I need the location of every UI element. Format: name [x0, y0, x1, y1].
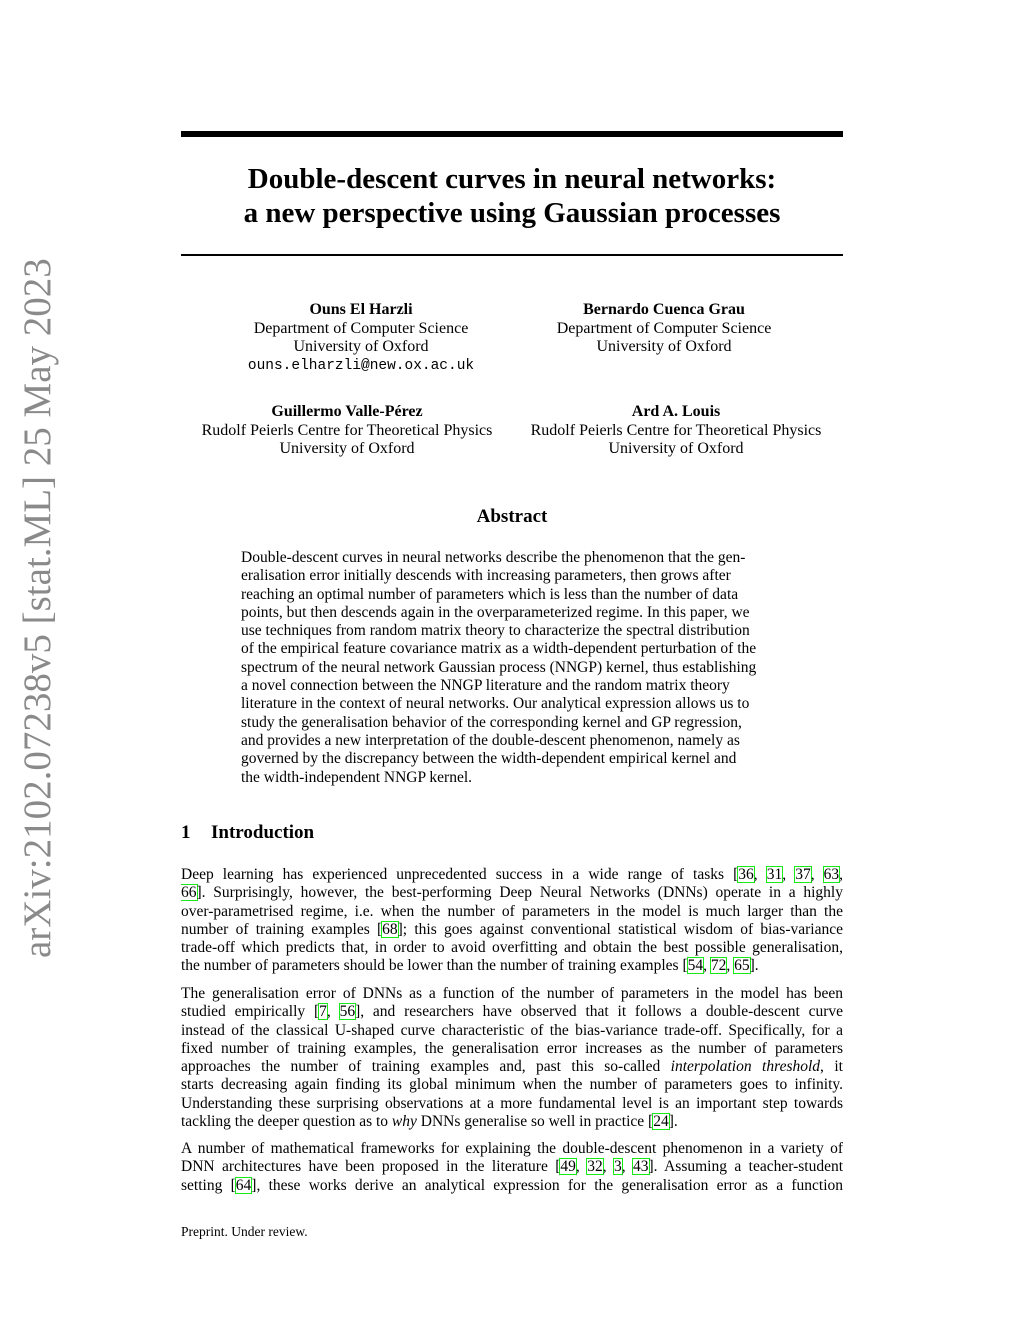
- citation-link[interactable]: 43: [633, 1158, 649, 1176]
- author-block-3: [167, 403, 527, 459]
- arxiv-identifier: arXiv:2102.07238v5 [stat.ML] 25 May 2023: [16, 258, 59, 958]
- citation-link[interactable]: 24: [653, 1113, 669, 1131]
- citation-link[interactable]: 37: [795, 866, 811, 883]
- citation-link[interactable]: 36: [738, 866, 754, 883]
- paper-title: [181, 162, 843, 230]
- author-name: Guillermo Valle-Pérez: [271, 403, 423, 420]
- title-line-2: a new perspective using Gaussian processes: [243, 197, 781, 229]
- citation-link[interactable]: 72: [710, 957, 727, 975]
- intro-paragraph-1: [181, 866, 843, 976]
- abstract-line: the width-independent NNGP kernel.: [241, 768, 473, 786]
- author-institution: University of Oxford: [293, 338, 429, 355]
- text-line: Understanding these surprising observations at a more fundamental level is an important step towards: [181, 1094, 843, 1112]
- title-line-1: Double-descent curves in neural networks:: [247, 163, 777, 195]
- author-name: Bernardo Cuenca Grau: [583, 301, 745, 318]
- citation-link[interactable]: 3: [613, 1158, 622, 1176]
- abstract-line: and provides a new interpretation of the double-descent phenomenon, namely as: [241, 731, 740, 749]
- text-line: Deep learning has experienced unprecedented success in a wide range of tasks [36, 31, 37, 63,: [181, 866, 843, 883]
- abstract-line: governed by the discrepancy between the width-dependent empirical kernel and: [241, 750, 737, 768]
- text-line: 66]. Surprisingly, however, the best-performing Deep Neural Networks (DNNs) operate in a highly: [181, 884, 843, 902]
- author-affiliation: Rudolf Peierls Centre for Theoretical Physics: [201, 421, 493, 439]
- author-institution: University of Oxford: [596, 338, 732, 355]
- citation-link[interactable]: 31: [766, 866, 783, 883]
- abstract-line: spectrum of the neural network Gaussian process (NNGP) kernel, thus establishing: [241, 658, 757, 676]
- citation-link[interactable]: 32: [587, 1158, 603, 1176]
- author-block-4: [496, 403, 856, 459]
- text-line: over-parametrised regime, i.e. when the number of parameters in the model is much larger than the: [181, 902, 843, 920]
- text-line: the number of parameters should be lower than the number of training examples [54, 72, 65].: [181, 957, 759, 975]
- author-email[interactable]: ouns.elharzli@new.ox.ac.uk: [247, 357, 475, 374]
- citation-link[interactable]: 49: [560, 1158, 576, 1176]
- author-affiliation: Rudolf Peierls Centre for Theoretical Physics: [530, 421, 822, 439]
- abstract-line: study the generalisation behavior of the corresponding kernel and GP regression,: [241, 713, 742, 731]
- abstract-line: reaching an optimal number of parameters which is less than the number of data: [241, 585, 739, 603]
- author-institution: University of Oxford: [279, 440, 415, 457]
- text-line: The generalisation error of DNNs as a function of the number of parameters in the model has been: [181, 985, 843, 1002]
- abstract-body: [241, 549, 784, 787]
- text-line: studied empirically [7, 56], and researchers have observed that it follows a double-descent curve: [181, 1003, 843, 1021]
- author-name: Ard A. Louis: [631, 403, 721, 420]
- author-institution: University of Oxford: [608, 440, 744, 457]
- abstract-line: of the empirical feature covariance matrix as a width-dependent perturbation of the: [241, 640, 757, 658]
- abstract-line: Double-descent curves in neural networks describe the phenomenon that the gen-: [241, 549, 746, 566]
- abstract-line: eralisation error initially descends with increasing parameters, then grows after: [241, 567, 731, 585]
- text-line: tackling the deeper question as to why DNNs generalise so well in practice [24].: [181, 1113, 678, 1131]
- author-affiliation: Department of Computer Science: [556, 319, 772, 337]
- footer-note: Preprint. Under review.: [181, 1224, 308, 1239]
- author-affiliation: Department of Computer Science: [253, 319, 469, 337]
- text-line: starts decreasing again finding its global minimum when the number of parameters goes to infinity.: [181, 1076, 843, 1094]
- intro-paragraph-2: [181, 985, 843, 1131]
- author-block-2: [484, 301, 844, 357]
- section-heading-introduction: [181, 822, 314, 844]
- citation-link[interactable]: 63: [823, 866, 840, 883]
- citation-link[interactable]: 64: [235, 1176, 252, 1194]
- title-rule-top: [181, 131, 843, 137]
- text-line: DNN architectures have been proposed in the literature [49, 32, 3, 43]. Assuming a teacher-student: [181, 1158, 843, 1176]
- text-line: number of training examples [68]; this goes against conventional statistical wisdom of bias-variance: [181, 920, 843, 938]
- title-rule-bottom: [181, 254, 843, 256]
- citation-link[interactable]: 7: [319, 1003, 327, 1021]
- abstract-line: literature in the context of neural networks. Our analytical expression allows us to: [241, 695, 750, 713]
- abstract-heading: Abstract: [476, 506, 548, 527]
- citation-link[interactable]: 68: [382, 920, 398, 938]
- text-line: trade-off which predicts that, in order to avoid overfitting and obtain the best possible generalisation,: [181, 939, 843, 957]
- citation-link[interactable]: 56: [339, 1003, 356, 1021]
- abstract-line: points, but then descends again in the overparameterized regime. In this paper, we: [241, 603, 750, 621]
- citation-link[interactable]: 54: [687, 957, 704, 975]
- citation-link[interactable]: 65: [734, 957, 750, 975]
- citation-link[interactable]: 66: [181, 884, 197, 902]
- abstract-line: use techniques from random matrix theory to characterize the spectral distribution: [241, 622, 750, 640]
- section-number: 1: [181, 822, 191, 843]
- author-name: Ouns El Harzli: [309, 301, 413, 318]
- section-title: Introduction: [211, 822, 315, 843]
- text-line: instead of the classical U-shaped curve characteristic of the bias-variance trade-off. Specifically, for a: [181, 1021, 843, 1039]
- text-line: A number of mathematical frameworks for explaining the double-descent phenomenon in a variety of: [181, 1140, 843, 1157]
- intro-paragraph-3: [181, 1140, 843, 1195]
- abstract-line: a novel connection between the NNGP literature and the random matrix theory: [241, 677, 730, 695]
- text-line: fixed number of training examples, the generalisation error increases as the number of parameters: [181, 1039, 843, 1057]
- text-line: approaches the number of training examples and, past this so-called interpolation threshold, it: [181, 1058, 843, 1076]
- text-line: setting [64], these works derive an analytical expression for the generalisation error as a function: [181, 1176, 843, 1194]
